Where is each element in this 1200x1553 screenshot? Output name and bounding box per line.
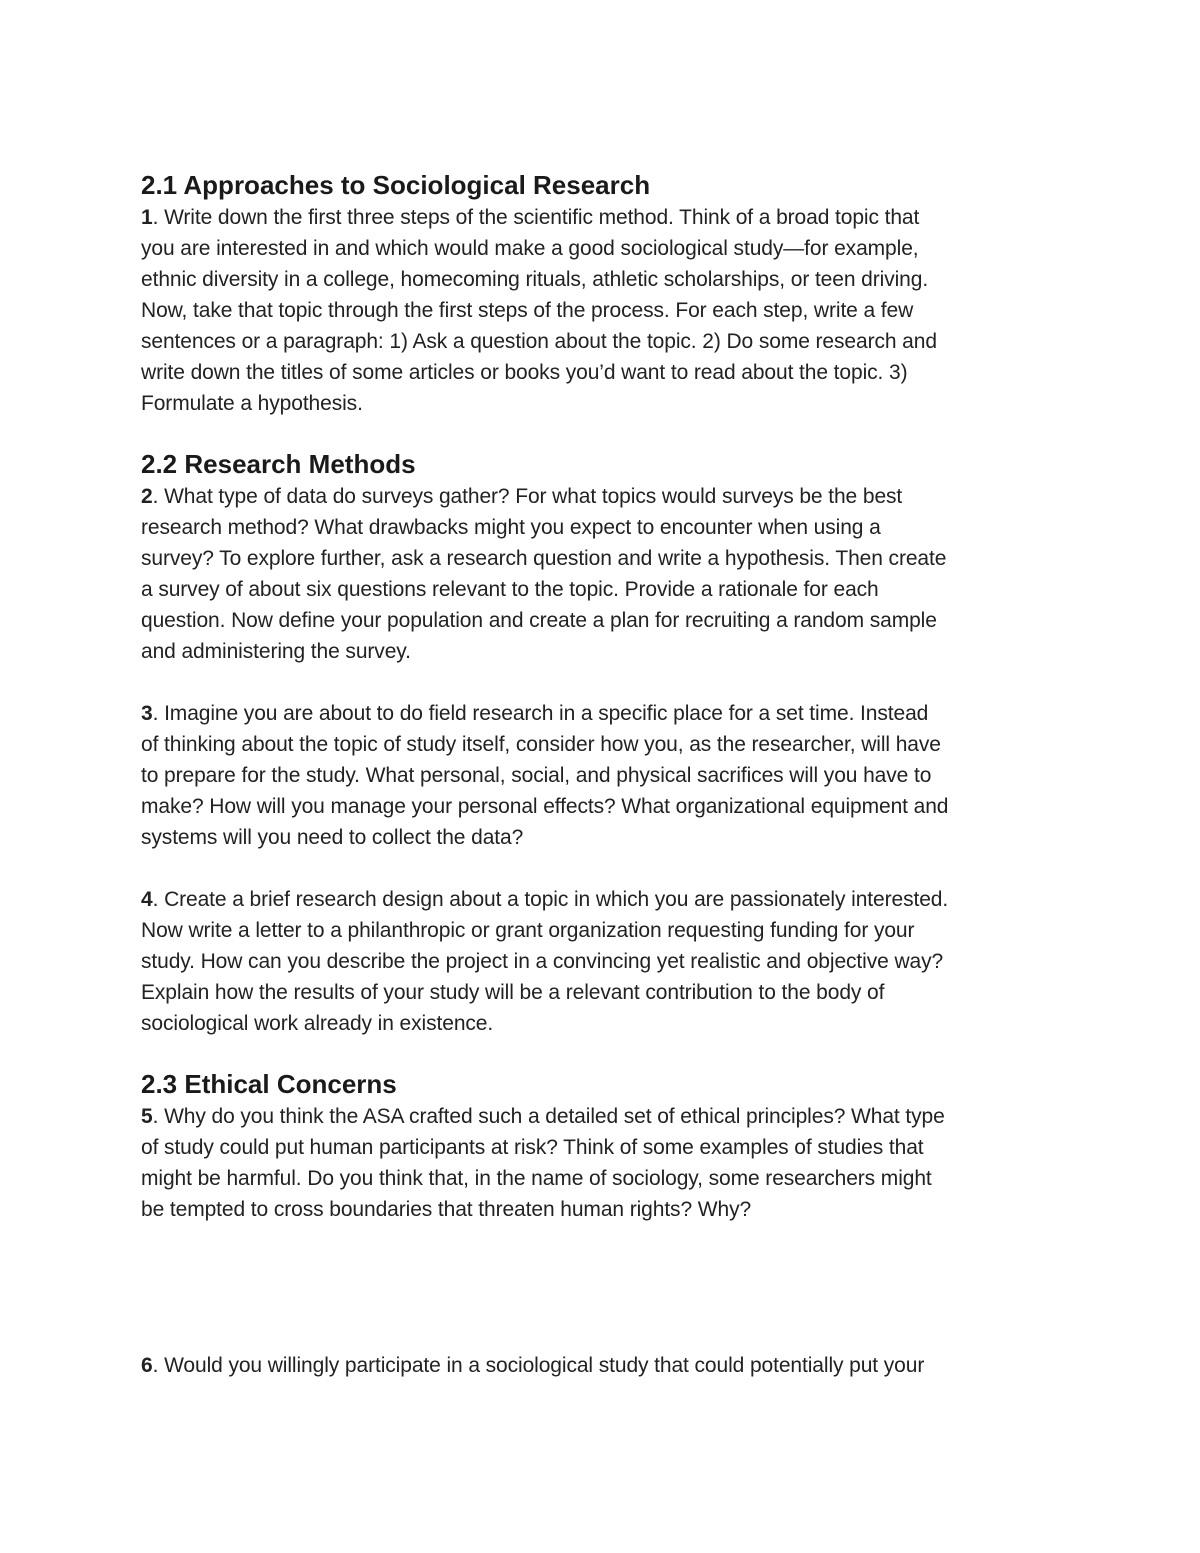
question-6 [141, 1350, 1061, 1381]
question-line: study. How can you describe the project in a convincing yet realistic and objective way? [141, 950, 944, 973]
question-line: Now write a letter to a philanthropic or grant organization requesting funding for your [141, 919, 915, 942]
question-line: 3. Imagine you are about to do field research in a specific place for a set time. Instead [141, 702, 929, 725]
section-heading-2-2: 2.2 Research Methods [141, 449, 416, 479]
question-line: sentences or a paragraph: 1) Ask a question about the topic. 2) Do some research and [141, 330, 937, 353]
document-page [141, 168, 1061, 1381]
question-line: research method? What drawbacks might you expect to encounter when using a [141, 516, 881, 539]
question-line: and administering the survey. [141, 640, 411, 663]
question-line: 4. Create a brief research design about a topic in which you are passionately interested. [141, 888, 949, 911]
question-5 [141, 1101, 1061, 1225]
question-line: Explain how the results of your study will be a relevant contribution to the body of [141, 981, 885, 1004]
question-line: question. Now define your population and create a plan for recruiting a random sample [141, 609, 937, 632]
question-line: 6. Would you willingly participate in a sociological study that could potentially put your [141, 1354, 925, 1377]
question-3 [141, 698, 1061, 853]
question-line: make? How will you manage your personal effects? What organizational equipment and [141, 795, 949, 818]
question-number: 6 [141, 1354, 153, 1377]
question-line: of study could put human participants at risk? Think of some examples of studies that [141, 1136, 924, 1159]
question-number: 1 [141, 206, 153, 229]
question-line: systems will you need to collect the data? [141, 826, 524, 849]
question-line: be tempted to cross boundaries that threaten human rights? Why? [141, 1198, 752, 1221]
section-heading-2-3: 2.3 Ethical Concerns [141, 1069, 397, 1099]
question-line: to prepare for the study. What personal, social, and physical sacrifices will you have to [141, 764, 932, 787]
section-heading-2-1: 2.1 Approaches to Sociological Research [141, 170, 651, 200]
question-line: ethnic diversity in a college, homecoming rituals, athletic scholarships, or teen driving. [141, 268, 929, 291]
question-number: 4 [141, 888, 153, 911]
question-line: might be harmful. Do you think that, in the name of sociology, some researchers might [141, 1167, 932, 1190]
question-line: Now, take that topic through the first steps of the process. For each step, write a few [141, 299, 914, 322]
question-line: 5. Why do you think the ASA crafted such a detailed set of ethical principles? What type [141, 1105, 945, 1128]
question-line: survey? To explore further, ask a research question and write a hypothesis. Then create [141, 547, 947, 570]
question-line: you are interested in and which would make a good sociological study—for example, [141, 237, 919, 260]
question-line: 1. Write down the first three steps of the scientific method. Think of a broad topic that [141, 206, 920, 229]
question-line: a survey of about six questions relevant to the topic. Provide a rationale for each [141, 578, 879, 601]
question-line: sociological work already in existence. [141, 1012, 494, 1035]
question-2 [141, 481, 1061, 667]
question-number: 3 [141, 702, 153, 725]
question-1 [141, 202, 1061, 419]
question-line: of thinking about the topic of study itself, consider how you, as the researcher, will have [141, 733, 941, 756]
question-line: write down the titles of some articles or books you’d want to read about the topic. 3) [141, 361, 908, 384]
question-number: 5 [141, 1105, 153, 1128]
question-line: Formulate a hypothesis. [141, 392, 363, 415]
question-line: 2. What type of data do surveys gather? For what topics would surveys be the best [141, 485, 903, 508]
question-number: 2 [141, 485, 153, 508]
question-4 [141, 884, 1061, 1039]
